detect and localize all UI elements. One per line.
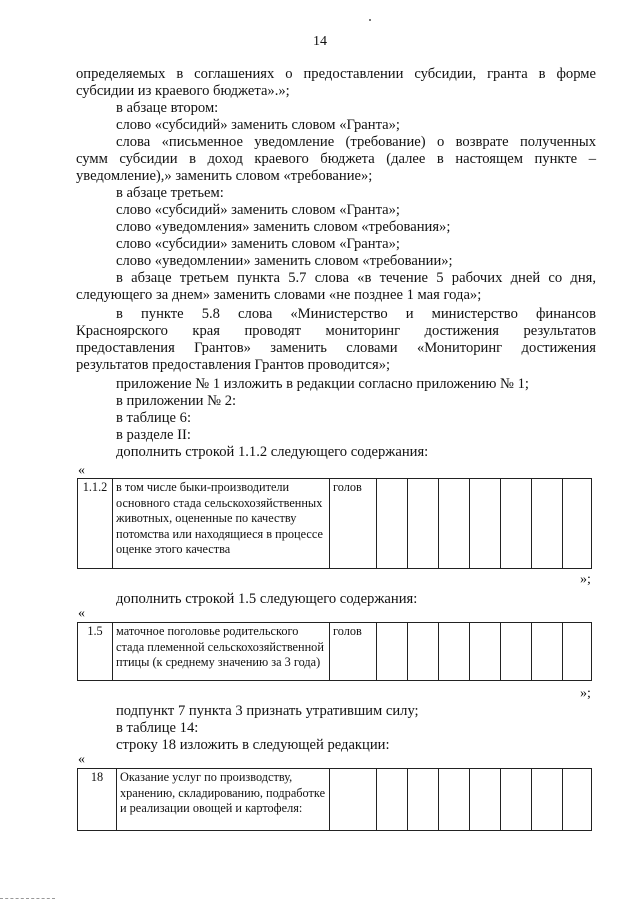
text-line: слово «субсидии» заменить словом «Гранта»;: [116, 236, 400, 252]
empty-cell: [408, 769, 439, 831]
text-line: слово «субсидий» заменить словом «Гранта»;: [116, 202, 400, 218]
text-line: сумм субсидии в доход краевого бюджета (далее в настоящем пункте –: [76, 151, 596, 167]
empty-cell: [470, 623, 501, 681]
text-line: в таблице 14:: [116, 720, 199, 736]
empty-cell: [501, 769, 532, 831]
empty-cell: [439, 623, 470, 681]
row-unit: голов: [330, 623, 377, 681]
empty-cell: [563, 769, 592, 831]
row-unit: голов: [330, 479, 377, 569]
text-line: в пункте 5.8 слова «Министерство и министерство финансов: [116, 306, 596, 322]
empty-cell: [501, 623, 532, 681]
row-name: в том числе быки-производители основного стада сельскохозяйственных животных, оцененные по качеству потомства или находящиеся в процессе оценке этого качества: [113, 479, 330, 569]
empty-cell: [377, 769, 408, 831]
empty-cell: [563, 623, 592, 681]
close-quote: »;: [580, 572, 591, 587]
table-row-1-5: [77, 622, 592, 681]
text-line: Красноярского края проводят мониторинг достижения результатов: [76, 323, 596, 339]
text-line: приложение № 1 изложить в редакции согласно приложению № 1;: [116, 376, 529, 392]
row-number: 1.5: [78, 623, 113, 681]
empty-cell: [470, 769, 501, 831]
empty-cell: [439, 769, 470, 831]
row-name: Оказание услуг по производству, хранению, складированию, подработке и реализации овощей и картофеля:: [117, 769, 330, 831]
text-line: в абзаце втором:: [116, 100, 219, 116]
footer-dash: [0, 898, 55, 901]
text-line: слово «субсидий» заменить словом «Гранта»;: [116, 117, 400, 133]
text-line: подпункт 7 пункта 3 признать утратившим силу;: [116, 703, 419, 719]
empty-cell: [408, 479, 439, 569]
row-name: маточное поголовье родительского стада племенной сельскохозяйственной птицы (к среднему значению за 3 года): [113, 623, 330, 681]
empty-cell: [439, 479, 470, 569]
text-line: уведомление),» заменить словом «требование»;: [76, 168, 373, 184]
empty-cell: [408, 623, 439, 681]
empty-cell: [470, 479, 501, 569]
text-line: слова «письменное уведомление (требование) о возврате полученных: [116, 134, 596, 150]
text-line: результатов предоставления Грантов проводится»;: [76, 357, 391, 373]
text-line: предоставления Грантов» заменить словами «Мониторинг достижения: [76, 340, 596, 356]
row-number: 1.1.2: [78, 479, 113, 569]
text-line: слово «уведомления» заменить словом «требования»;: [116, 219, 451, 235]
empty-cell: [377, 479, 408, 569]
close-quote: »;: [580, 686, 591, 701]
text-line: строку 18 изложить в следующей редакции:: [116, 737, 390, 753]
text-line: следующего за днем» заменить словами «не позднее 1 мая года»;: [76, 287, 482, 303]
empty-cell: [377, 623, 408, 681]
text-line: дополнить строкой 1.5 следующего содержания:: [116, 591, 418, 607]
text-line: субсидии из краевого бюджета».»;: [76, 83, 290, 99]
text-line: в разделе II:: [116, 427, 191, 443]
table-row-18: [77, 768, 592, 831]
page-number: 14: [313, 34, 327, 49]
empty-cell: [563, 479, 592, 569]
text-line: дополнить строкой 1.1.2 следующего содержания:: [116, 444, 429, 460]
scan-speck: [369, 19, 371, 21]
empty-cell: [532, 623, 563, 681]
empty-cell: [532, 769, 563, 831]
open-quote: «: [78, 606, 85, 621]
text-line: в абзаце третьем пункта 5.7 слова «в течение 5 рабочих дней со дня,: [116, 270, 596, 286]
table-row-1-1-2: [77, 478, 592, 569]
text-line: в абзаце третьем:: [116, 185, 224, 201]
empty-cell: [501, 479, 532, 569]
row-number: 18: [78, 769, 117, 831]
text-line: определяемых в соглашениях о предоставлении субсидии, гранта в форме: [76, 66, 596, 82]
open-quote: «: [78, 752, 85, 767]
empty-cell: [330, 769, 377, 831]
text-line: в таблице 6:: [116, 410, 192, 426]
open-quote: «: [78, 463, 85, 478]
empty-cell: [532, 479, 563, 569]
text-line: слово «уведомлении» заменить словом «требовании»;: [116, 253, 453, 269]
text-line: в приложении № 2:: [116, 393, 237, 409]
